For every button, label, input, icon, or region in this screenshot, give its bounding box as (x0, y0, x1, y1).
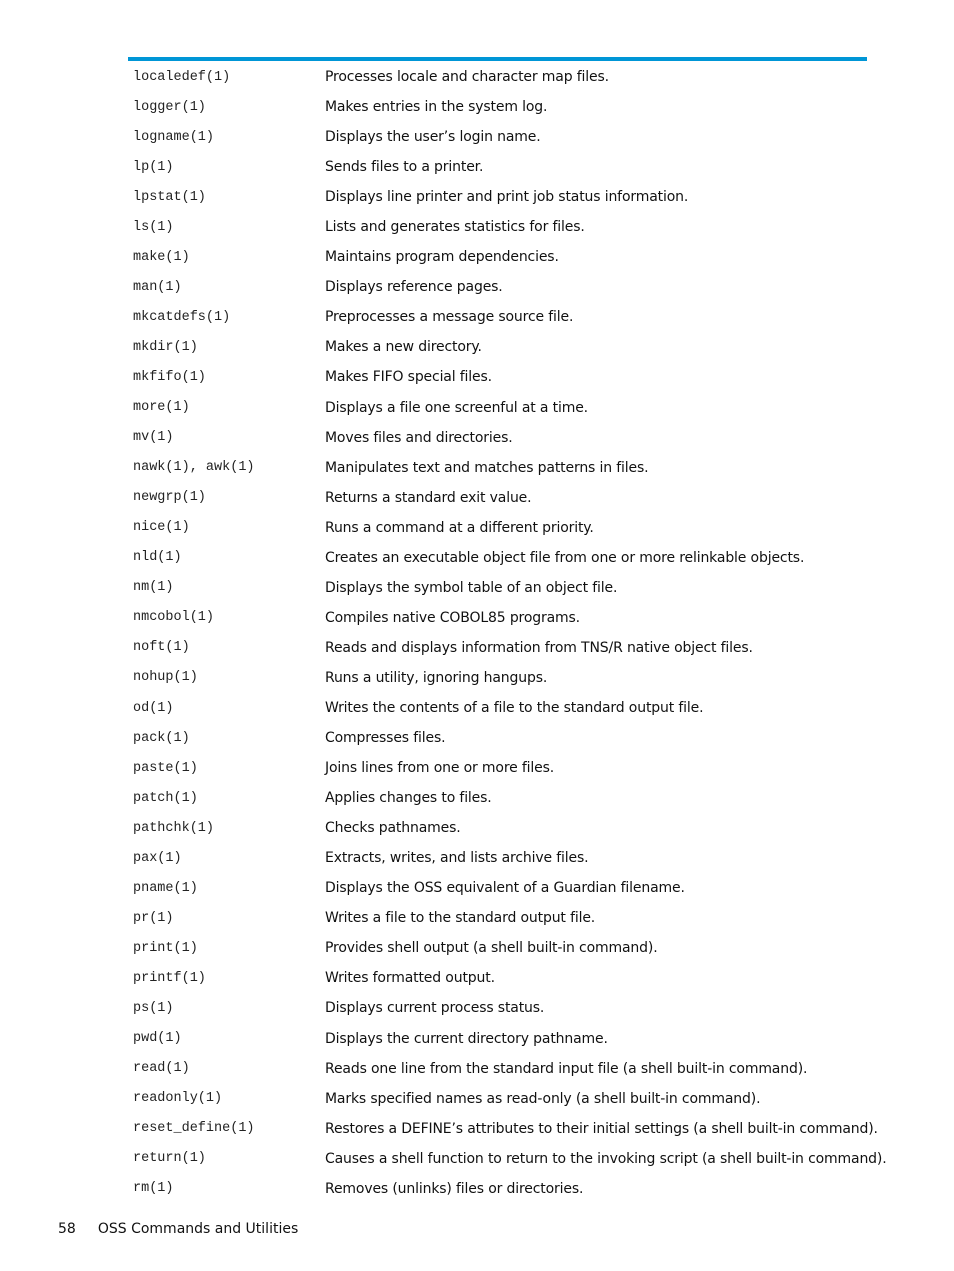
command-description: Displays reference pages. (325, 279, 503, 296)
table-row (133, 1054, 867, 1084)
command-description: Makes FIFO special files. (325, 369, 492, 386)
command-name: pname(1) (133, 880, 198, 896)
command-name: man(1) (133, 279, 182, 295)
command-name: localedef(1) (133, 69, 231, 85)
command-description: Processes locale and character map files. (325, 69, 609, 86)
table-row (133, 813, 867, 843)
command-name: make(1) (133, 249, 190, 265)
table-row (133, 152, 867, 182)
command-name: reset_define(1) (133, 1121, 255, 1137)
command-name: mv(1) (133, 430, 174, 446)
table-row (133, 1024, 867, 1054)
command-name: ps(1) (133, 1000, 174, 1016)
table-row (133, 843, 867, 873)
table-row (133, 963, 867, 993)
command-name: pr(1) (133, 910, 174, 926)
table-row (133, 693, 867, 723)
page-footer (58, 1221, 298, 1237)
command-name: lp(1) (133, 159, 174, 175)
table-row (133, 332, 867, 362)
command-name: pax(1) (133, 850, 182, 866)
command-description: Marks specified names as read-only (a shell built-in command). (325, 1090, 761, 1107)
command-name: rm(1) (133, 1181, 174, 1197)
command-name: mkfifo(1) (133, 369, 206, 385)
table-row (133, 933, 867, 963)
command-name: nld(1) (133, 550, 182, 566)
table-row (133, 483, 867, 513)
command-description: Preprocesses a message source file. (325, 309, 574, 326)
top-rule-divider (128, 57, 867, 61)
command-description: Compiles native COBOL85 programs. (325, 609, 580, 626)
command-description: Makes entries in the system log. (325, 99, 548, 116)
command-description: Writes the contents of a file to the standard output file. (325, 700, 704, 716)
command-description: Moves files and directories. (325, 429, 513, 446)
command-description: Compresses files. (325, 730, 446, 747)
command-description: Displays line printer and print job status information. (325, 189, 689, 206)
command-description: Lists and generates statistics for files. (325, 219, 585, 236)
command-description: Creates an executable object file from one or more relinkable objects. (325, 549, 805, 566)
command-name: lpstat(1) (133, 189, 206, 205)
command-name: printf(1) (133, 970, 206, 986)
table-row (133, 1144, 887, 1174)
command-name: logname(1) (133, 129, 215, 145)
command-name: nmcobol(1) (133, 610, 215, 626)
command-description: Runs a utility, ignoring hangups. (325, 669, 548, 686)
table-row (133, 1084, 867, 1114)
command-name: nice(1) (133, 520, 190, 536)
command-name: more(1) (133, 400, 190, 416)
table-row (133, 543, 867, 573)
table-row (133, 1114, 878, 1144)
command-description: Extracts, writes, and lists archive files. (325, 850, 589, 867)
command-description: Removes (unlinks) files or directories. (325, 1180, 584, 1197)
table-row (133, 633, 867, 663)
command-name: patch(1) (133, 790, 198, 806)
command-description: Displays the OSS equivalent of a Guardian filename. (325, 880, 685, 897)
table-row (133, 1174, 867, 1204)
table-row (133, 62, 867, 92)
command-description: Causes a shell function to return to the invoking script (a shell built-in command). (325, 1150, 887, 1167)
command-description: Displays the user’s login name. (325, 129, 541, 146)
command-description: Displays the symbol table of an object file. (325, 579, 618, 596)
command-description: Writes a file to the standard output file. (325, 910, 596, 927)
table-row (133, 873, 867, 903)
table-row (133, 753, 867, 783)
table-row (133, 603, 867, 633)
command-description: Joins lines from one or more files. (325, 760, 555, 777)
command-description: Makes a new directory. (325, 339, 482, 356)
table-row (133, 903, 867, 933)
page-number: 58 (58, 1221, 76, 1237)
table-row (133, 513, 867, 543)
table-row (133, 453, 867, 483)
table-row (133, 723, 867, 753)
command-name: return(1) (133, 1151, 206, 1167)
table-row (133, 573, 867, 603)
command-description: Checks pathnames. (325, 820, 461, 837)
command-description: Sends files to a printer. (325, 159, 484, 176)
command-name: logger(1) (133, 99, 206, 115)
command-description: Displays current process status. (325, 1000, 545, 1017)
command-name: od(1) (133, 700, 174, 716)
table-row (133, 783, 867, 813)
command-description: Reads one line from the standard input file (a shell built-in command). (325, 1060, 808, 1077)
table-row (133, 122, 867, 152)
command-description: Provides shell output (a shell built-in command). (325, 940, 658, 957)
command-name: print(1) (133, 940, 198, 956)
command-name: pwd(1) (133, 1031, 182, 1047)
command-description: Applies changes to files. (325, 790, 492, 807)
table-row (133, 393, 867, 423)
table-row (133, 182, 867, 212)
command-description: Runs a command at a different priority. (325, 519, 594, 536)
command-name: pack(1) (133, 730, 190, 746)
command-name: nm(1) (133, 580, 174, 596)
command-name: pathchk(1) (133, 820, 215, 836)
command-table (133, 62, 887, 1204)
command-name: newgrp(1) (133, 490, 206, 506)
table-row (133, 212, 867, 242)
section-title: OSS Commands and Utilities (97, 1221, 299, 1237)
command-description: Displays a file one screenful at a time. (325, 399, 588, 416)
command-description: Manipulates text and matches patterns in files. (325, 459, 649, 476)
table-row (133, 362, 867, 392)
table-row (133, 242, 867, 272)
command-name: paste(1) (133, 760, 198, 776)
command-description: Restores a DEFINE’s attributes to their initial settings (a shell built-in command). (325, 1120, 878, 1137)
command-description: Returns a standard exit value. (325, 489, 532, 506)
table-row (133, 663, 867, 693)
command-description: Writes formatted output. (325, 970, 495, 987)
command-description: Displays the current directory pathname. (325, 1030, 608, 1047)
table-row (133, 272, 867, 302)
command-description: Maintains program dependencies. (325, 249, 559, 266)
table-row (133, 92, 867, 122)
table-row (133, 423, 867, 453)
command-name: readonly(1) (133, 1091, 223, 1107)
command-name: noft(1) (133, 640, 190, 656)
command-description: Reads and displays information from TNS/R native object files. (325, 639, 753, 656)
command-name: mkcatdefs(1) (133, 309, 231, 325)
table-row (133, 302, 867, 332)
table-row (133, 993, 867, 1023)
command-name: read(1) (133, 1061, 190, 1077)
command-name: mkdir(1) (133, 339, 198, 355)
command-name: ls(1) (133, 219, 174, 235)
command-name: nohup(1) (133, 670, 198, 686)
command-name: nawk(1), awk(1) (133, 460, 255, 476)
